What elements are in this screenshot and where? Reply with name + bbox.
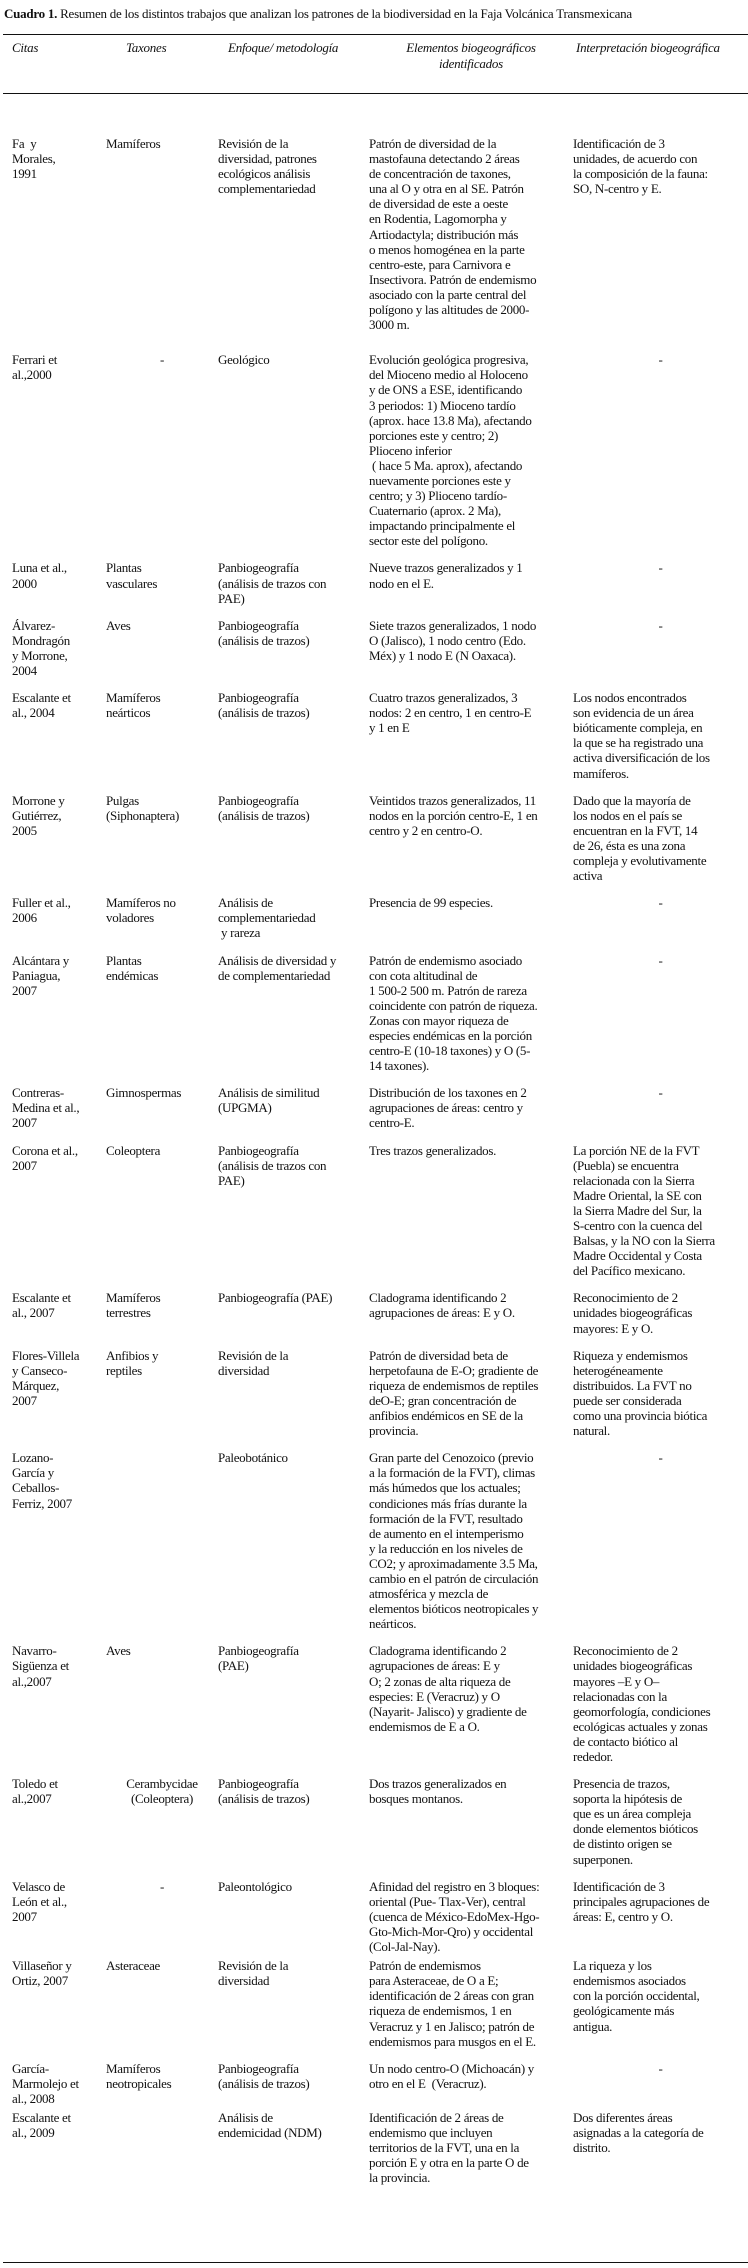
table-row: [0, 889, 748, 946]
cell-cita: Flores-Villela y Canseco- Márquez, 2007: [12, 1347, 80, 1408]
cell-enfoque: Análisis de diversidad y de complementariedad: [218, 952, 337, 983]
cell-enfoque: Panbiogeografía (análisis de trazos): [218, 1776, 310, 1807]
table-row: [0, 1873, 748, 1956]
cell-elementos: Presencia de 99 especies.: [369, 895, 493, 911]
cell-enfoque: Análisis de endemicidad (NDM): [218, 2109, 322, 2141]
cell-interpretacion: -: [658, 1085, 663, 1101]
cell-interpretacion: -: [658, 617, 663, 633]
caption-label: Cuadro 1.: [4, 6, 58, 21]
table-row: [0, 1637, 748, 1770]
cell-taxon: Pulgas (Siphonaptera): [106, 792, 180, 823]
table-row: [0, 130, 748, 338]
cell-cita: Contreras- Medina et al., 2007: [12, 1085, 80, 1131]
cell-cita: Morrone y Gutiérrez, 2005: [12, 792, 65, 838]
cell-interpretacion: Riqueza y endemismos heterogéneamente distribuidos. La FVT no puede ser considerada como una provincia biótica natural.: [573, 1347, 708, 1439]
cell-cita: Escalante et al., 2009: [12, 2109, 71, 2141]
cell-taxon: Plantas vasculares: [106, 560, 158, 591]
table-caption: [4, 6, 632, 22]
cell-cita: Toledo et al.,2007: [12, 1776, 58, 1807]
cell-elementos: Nueve trazos generalizados y 1 nodo en el E.: [369, 560, 523, 591]
cell-elementos: Dos trazos generalizados en bosques montanos.: [369, 1776, 507, 1807]
cell-enfoque: Paleontológico: [218, 1878, 292, 1894]
cell-cita: Ferrari et al.,2000: [12, 352, 58, 383]
cell-enfoque: Revisión de la diversidad: [218, 1347, 289, 1378]
table-row: [0, 1444, 748, 1637]
cell-taxon: Gimnospermas: [106, 1085, 182, 1101]
table-body: [0, 130, 748, 2191]
top-rule: [3, 34, 748, 35]
cell-taxon: Plantas endémicas: [106, 952, 159, 983]
cell-cita: Fuller et al., 2006: [12, 895, 71, 926]
cell-interpretacion: -: [658, 560, 663, 576]
table-row: [0, 2108, 748, 2191]
table-row: [0, 947, 748, 1080]
cell-cita: Escalante et al., 2004: [12, 690, 71, 721]
table-row: [0, 1137, 748, 1285]
header-elementos: Elementos biogeográficos identificados: [406, 40, 536, 71]
cell-enfoque: Análisis de similitud (UPGMA): [218, 1085, 320, 1116]
cell-taxon: Cerambycidae (Coleoptera): [126, 1776, 198, 1807]
cell-taxon: Mamíferos: [106, 136, 161, 151]
cell-taxon: [106, 1450, 218, 1631]
cell-elementos: Afinidad del registro en 3 bloques: oriental (Pue- Tlax-Ver), central (cuenca de México-EdoMex-Hgo- Gto-Mich-Mor-Qro) y occidental (Col-Jal-Nay).: [369, 1878, 540, 1955]
cell-interpretacion: Presencia de trazos, soporta la hipótesis de que es un área compleja donde elementos bióticos de distinto origen se superponen.: [573, 1776, 698, 1867]
table-row: [0, 787, 748, 890]
header-interpretacion: Interpretación biogeográfica: [576, 40, 720, 55]
cell-enfoque: Panbiogeografía (PAE): [218, 1643, 299, 1674]
table-row: [0, 338, 748, 554]
cell-taxon: Mamíferos terrestres: [106, 1290, 161, 1321]
cell-enfoque: Panbiogeografía (análisis de trazos con PAE): [218, 560, 327, 606]
cell-cita: Villaseñor y Ortiz, 2007: [12, 1958, 72, 1989]
cell-cita: Álvarez- Mondragón y Morrone, 2004: [12, 617, 70, 678]
cell-interpretacion: Reconocimiento de 2 unidades biogeográficas mayores: E y O.: [573, 1290, 693, 1336]
cell-taxon: Mamíferos neárticos: [106, 690, 161, 721]
cell-cita: Alcántara y Paniagua, 2007: [12, 952, 69, 998]
cell-interpretacion: -: [658, 2060, 663, 2076]
table-header: [0, 40, 748, 90]
cell-enfoque: Revisión de la diversidad: [218, 1958, 289, 1989]
cell-enfoque: Panbiogeografía (análisis de trazos con PAE): [218, 1142, 327, 1188]
cell-interpretacion: Dos diferentes áreas asignadas a la categoría de distrito.: [573, 2109, 704, 2156]
cell-cita: Navarro- Sigüenza et al.,2007: [12, 1643, 69, 1689]
cell-enfoque: Panbiogeografía (análisis de trazos): [218, 2060, 310, 2091]
cell-enfoque: Análisis de complementariedad y rareza: [218, 895, 316, 941]
cell-elementos: Tres trazos generalizados.: [369, 1142, 497, 1158]
header-rule: [3, 93, 748, 94]
cell-enfoque: Geológico: [218, 352, 270, 368]
cell-elementos: Un nodo centro-O (Michoacán) y otro en el E (Veracruz).: [369, 2060, 534, 2091]
cell-cita: Lozano- García y Ceballos- Ferriz, 2007: [12, 1450, 72, 1511]
table-row: [0, 1342, 748, 1445]
cell-elementos: Patrón de endemismo asociado con cota altitudinal de 1 500-2 500 m. Patrón de rareza coincidente con patrón de riqueza. Zonas con mayor riqueza de especies endémicas en la porción centro-E (10-18 taxones) y O (5- 14 taxones).: [369, 952, 538, 1074]
cell-elementos: Patrón de diversidad de la mastofauna detectando 2 áreas de concentración de taxones, una al O y otra en al SE. Patrón de diversidad de este a oeste en Rodentia, Lagomorpha y Artiodactyla; distribución más o menos homogénea en la parte centro-este, para Carnivora e Insectivora. Patrón de endemismo asociado con la parte central del polígono y las altitudes de 2000- 3000 m.: [369, 136, 537, 333]
cell-elementos: Evolución geológica progresiva, del Mioceno medio al Holoceno y de ONS a ESE, identificando 3 periodos: 1) Mioceno tardío (aprox. hace 13.8 Ma), afectando porciones este y centro; 2) Plioceno inferior ( hace 5 Ma. aprox), afectando nuevamente porciones este y centro; y 3) Plioceno tardío- Cuaternario (aprox. 2 Ma), impactando principalmente el sector este del polígono.: [369, 352, 532, 549]
cell-elementos: Distribución de los taxones en 2 agrupaciones de áreas: centro y centro-E.: [369, 1085, 527, 1131]
table-row: [0, 612, 748, 684]
cell-taxon: -: [159, 352, 165, 368]
cell-interpretacion: -: [658, 1450, 663, 1466]
cell-interpretacion: -: [658, 952, 663, 968]
cell-cita: Velasco de León et al., 2007: [12, 1878, 67, 1924]
cell-taxon: Coleoptera: [106, 1142, 161, 1158]
cell-cita: Corona et al., 2007: [12, 1142, 78, 1173]
table-row: [0, 1079, 748, 1136]
cell-cita: Luna et al., 2000: [12, 560, 67, 591]
cell-taxon: Asteraceae: [106, 1958, 161, 1974]
cell-elementos: Siete trazos generalizados, 1 nodo O (Jalisco), 1 nodo centro (Edo. Méx) y 1 nodo E (N Oaxaca).: [369, 617, 537, 663]
cell-taxon: Mamíferos neotropicales: [106, 2060, 172, 2091]
cell-elementos: Cladograma identificando 2 agrupaciones de áreas: E y O; 2 zonas de alta riqueza de especies: E (Veracruz) y O (Nayarit- Jalisco) y gradiente de endemismos de E a O.: [369, 1643, 527, 1734]
cell-interpretacion: Reconocimiento de 2 unidades biogeográficas mayores –E y O– relacionadas con la geomorfología, condiciones ecológicas actuales y zonas de contacto biótico al rededor.: [573, 1643, 711, 1764]
cell-interpretacion: La riqueza y los endemismos asociados con la porción occidental, geológicamente más antigua.: [573, 1958, 700, 2034]
cell-taxon: Mamíferos no voladores: [106, 895, 176, 926]
cell-enfoque: Panbiogeografía (análisis de trazos): [218, 617, 310, 648]
cell-enfoque: Paleobotánico: [218, 1450, 288, 1466]
cell-enfoque: Panbiogeografía (PAE): [218, 1290, 333, 1306]
header-citas: Citas: [12, 40, 39, 55]
table-row: [0, 2055, 748, 2108]
table-row: [0, 1956, 748, 2055]
cell-taxon: -: [159, 1878, 165, 1894]
cell-enfoque: Panbiogeografía (análisis de trazos): [218, 690, 310, 721]
cell-interpretacion: Dado que la mayoría de los nodos en el país se encuentran en la FVT, 14 de 26, ésta es una zona compleja y evolutivamente activa: [573, 792, 707, 884]
caption-text: Resumen de los distintos trabajos que analizan los patrones de la biodiversidad en la Faja Volcánica Transmexicana: [57, 6, 632, 21]
cell-enfoque: Revisión de la diversidad, patrones ecológicos análisis complementariedad: [218, 136, 317, 197]
cell-taxon: Aves: [106, 617, 131, 633]
cell-taxon: [106, 2110, 218, 2185]
table-row: [0, 684, 748, 787]
cell-interpretacion: Los nodos encontrados son evidencia de un área bióticamente compleja, en la que se ha registrado una activa diversificación de los mamíferos.: [573, 690, 710, 781]
cell-elementos: Cuatro trazos generalizados, 3 nodos: 2 en centro, 1 en centro-E y 1 en E: [369, 690, 532, 736]
cell-interpretacion: -: [658, 352, 663, 368]
cell-interpretacion: La porción NE de la FVT (Puebla) se encuentra relacionada con la Sierra Madre Oriental, la SE con la Sierra Madre del Sur, la S-centro con la cuenca del Balsas, y la NO con la Sierra Madre Occidental y Costa del Pacífico mexicano.: [573, 1142, 715, 1279]
table-row: [0, 554, 748, 611]
cell-cita: García- Marmolejo et al., 2008: [12, 2060, 79, 2106]
header-taxones: Taxones: [126, 40, 167, 55]
cell-enfoque: Panbiogeografía (análisis de trazos): [218, 792, 310, 823]
header-enfoque: Enfoque/ metodología: [228, 40, 339, 55]
cell-elementos: Cladograma identificando 2 agrupaciones de áreas: E y O.: [369, 1290, 515, 1321]
cell-elementos: Identificación de 2 áreas de endemismo que incluyen territorios de la FVT, una en la porción E y otra en la parte O de la provincia.: [369, 2109, 529, 2186]
cell-interpretacion: -: [658, 895, 663, 911]
cell-taxon: Anfibios y reptiles: [106, 1347, 159, 1378]
cell-cita: Escalante et al., 2007: [12, 1290, 71, 1321]
cell-elementos: Patrón de diversidad beta de herpetofauna de E-O; gradiente de riqueza de endemismos de reptiles deO-E; gran concentración de anfibios endémicos en SE de la provincia.: [369, 1347, 539, 1439]
cell-interpretacion: Identificación de 3 principales agrupaciones de áreas: E, centro y O.: [573, 1878, 710, 1924]
table-row: [0, 1284, 748, 1341]
cell-elementos: Gran parte del Cenozoico (previo a la formación de la FVT), climas más húmedos que los actuales; condiciones más frías durante la formación de la FVT, resultado de aumento en el intemperismo y la reducción en los niveles de CO2; y aproximadamente 3.5 Ma, cambio en el patrón de circulación atmosférica y mezcla de elementos bióticos neotropicales y neárticos.: [369, 1450, 539, 1632]
cell-interpretacion: Identificación de 3 unidades, de acuerdo con la composición de la fauna: SO, N-centro y E.: [573, 136, 708, 197]
table-row: [0, 1770, 748, 1873]
cell-elementos: Veintidos trazos generalizados, 11 nodos en la porción centro-E, 1 en centro y 2 en centro-O.: [369, 792, 538, 838]
bottom-rule: [3, 2262, 748, 2263]
cell-taxon: Aves: [106, 1643, 131, 1659]
cell-cita: Fa y Morales, 1991: [12, 136, 56, 182]
cell-elementos: Patrón de endemismos para Asteraceae, de O a E; identificación de 2 áreas con gran riqueza de endemismos, 1 en Veracruz y 1 en Jalisco; patrón de endemismos para musgos en el E.: [369, 1958, 536, 2049]
